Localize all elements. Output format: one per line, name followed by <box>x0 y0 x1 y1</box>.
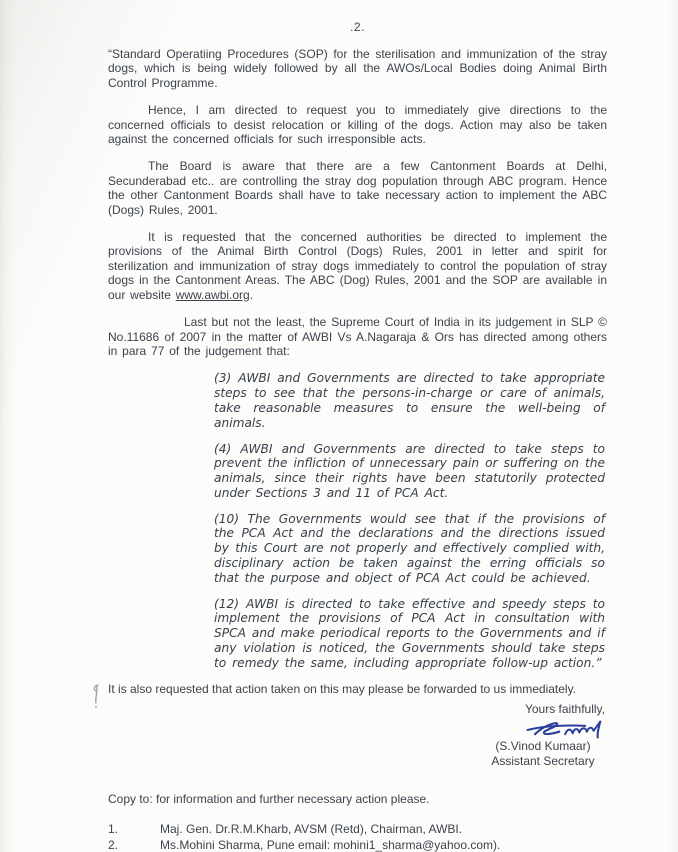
judgement-quote-12: (12) AWBI is directed to take effective and speedy steps to implement the provisions of PCA Act in consultation with SPCA and make periodical reports to the Governments and if any violation is noticed, the Governments should take steps to remedy the same, including appropriate follow-up action.” <box>214 596 605 670</box>
judgement-quote-3: (3) AWBI and Governments are directed to take appropriate steps to see that the persons-in-charge or care of animals, take reasonable measures to ensure the well-being of animals. <box>214 371 605 430</box>
closing-request: It is also requested that action taken on this may please be forwarded to us immediately. <box>108 681 577 696</box>
copy-to-item-text: Ms.Mohini Sharma, Pune email: mohini1_sharma@yahoo.com). <box>160 838 501 852</box>
paragraph-sop: “Standard Operatiing Procedures (SOP) for the sterilisation and immunization of the stray dogs, which is being widely followed by all the AWOs/Local Bodies doing Animal Birth Control Programme. <box>108 47 607 90</box>
judgement-quote-4: (4) AWBI and Governments are directed to take steps to prevent the infliction of unnecessary pain or suffering on the animals, since their rights have been statutorily protected under Sections 3 and 11 of PCA Act. <box>214 441 605 500</box>
paragraph-abc-rules <box>108 230 607 302</box>
salutation: Yours faithfully, <box>524 702 605 717</box>
paragraph-cantonment-boards: The Board is aware that there are a few Cantonment Boards at Delhi, Secunderabad etc.. are controlling the stray dog population through ABC program. Hence the other Cantonment Boards shall have to take necessary action to implement the ABC (Dogs) Rules, 2001. <box>108 159 607 217</box>
copy-to-item <box>108 838 607 852</box>
paragraph-desist-request: Hence, I am directed to request you to immediately give directions to the concerned officials to desist relocation or killing of the dogs. Action may also be taken against the concerned officials for such irresponsible acts. <box>108 103 607 147</box>
handwritten-signature-icon <box>479 717 617 741</box>
letter-body <box>108 20 607 852</box>
pen-mark-icon <box>88 682 104 717</box>
page-number: .2. <box>350 20 365 34</box>
signature-block <box>479 702 607 768</box>
copy-to-item-number: 2. <box>108 838 119 852</box>
paragraph-abc-rules-text: It is requested that the concerned authorities be directed to implement the provisions of the Animal Birth Control (Dogs) Rules, 2001 in letter and spirit for sterilization and immunization of stray dogs immediately to control the population of stray dogs in the Cantonment Areas. The ABC (Dog) Rules, 2001 and the SOP are available in our website <box>108 230 607 302</box>
copy-to-section <box>108 792 607 852</box>
signatory-name: (S.Vinod Kumaar) <box>495 739 591 754</box>
signatory-title: Assistant Secretary <box>491 753 595 768</box>
copy-to-heading: Copy to: for information and further necessary action please. <box>108 792 430 807</box>
copy-to-item-text: Maj. Gen. Dr.R.M.Kharb, AVSM (Retd), Chairman, AWBI. <box>160 822 463 837</box>
awbi-website-url: www.awbi.org <box>175 287 250 302</box>
copy-to-item <box>108 822 607 837</box>
copy-to-list <box>108 822 607 852</box>
judgement-quote-10: (10) The Governments would see that if the provisions of the PCA Act and the declarations and the directions issued by this Court are not properly and effectively complied with, disciplinary action be taken against the erring officials so that the purpose and object of PCA Act could be achieved. <box>214 511 605 585</box>
copy-to-item-number: 1. <box>108 822 119 837</box>
paragraph-supreme-court: Last but not the least, the Supreme Court of India in its judgement in SLP © No.11686 of 2007 in the matter of AWBI Vs A.Nagaraja & Ors has directed among others in para 77 of the judgement that: <box>108 315 607 358</box>
paragraph-abc-rules-period: . <box>249 287 254 302</box>
